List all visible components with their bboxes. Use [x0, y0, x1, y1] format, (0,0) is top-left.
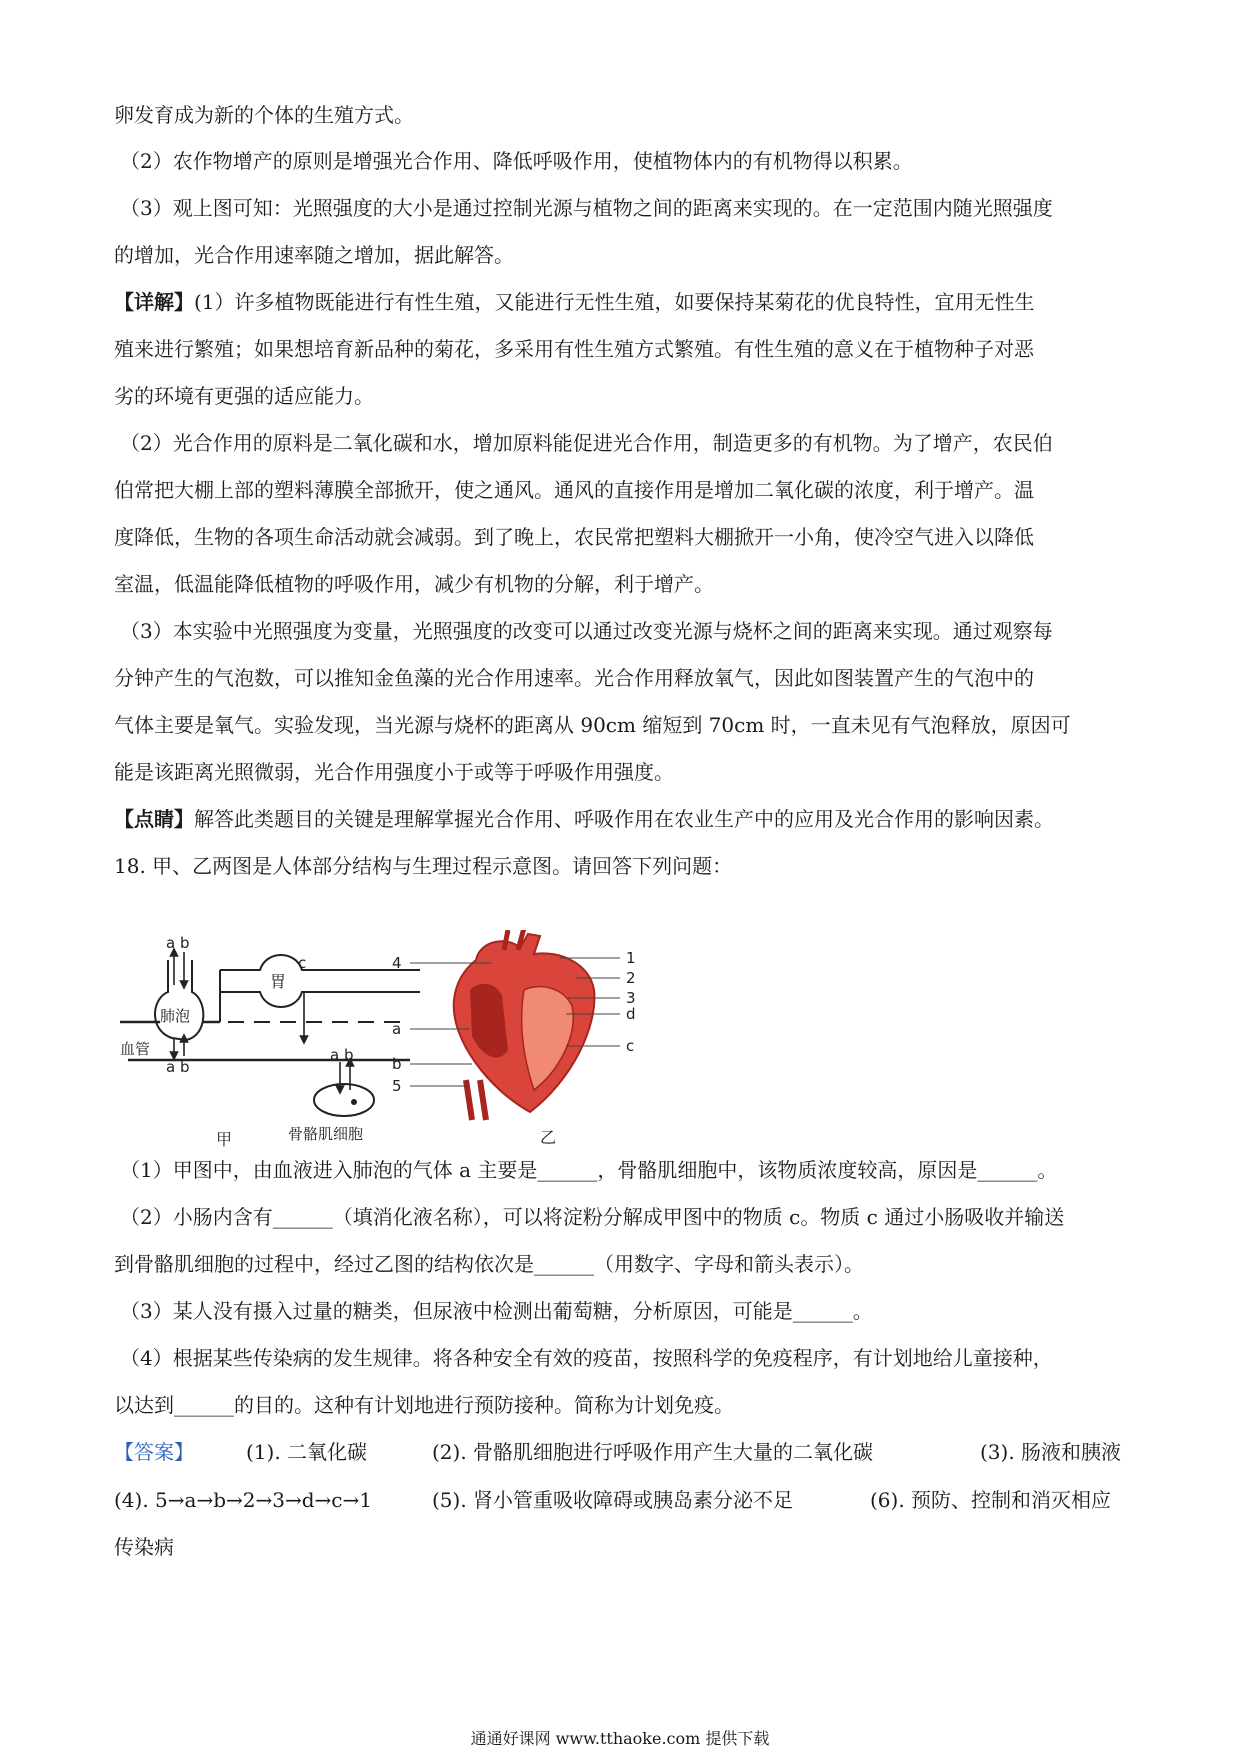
- label-c: c: [298, 954, 307, 972]
- detail-tag: 【详解】: [114, 290, 194, 314]
- answer-1: (1). 二氧化碳: [246, 1440, 368, 1464]
- diagram-yi-heart: [392, 930, 636, 1147]
- label-yi: 乙: [540, 1128, 557, 1147]
- label-ab-top: a b: [166, 934, 190, 952]
- heart-label-b: b: [392, 1055, 402, 1073]
- comment-tag: 【点睛】: [114, 807, 194, 831]
- heart-label-a: a: [392, 1020, 402, 1038]
- text-line: （2）光合作用的原料是二氧化碳和水，增加原料能促进光合作用，制造更多的有机物。为了增产，农民伯: [120, 431, 1053, 455]
- text-line: 度降低，生物的各项生命活动就会减弱。到了晚上，农民常把塑料大棚掀开一小角，使冷空气进入以降低: [114, 525, 1034, 549]
- text-line: 能是该距离光照微弱，光合作用强度小于或等于呼吸作用强度。: [114, 760, 674, 784]
- answer-6: (6). 预防、控制和消灭相应: [870, 1488, 1112, 1512]
- comment-paragraph: [114, 804, 1134, 834]
- text-line: （3）观上图可知：光照强度的大小是通过控制光源与植物之间的距离来实现的。在一定范围内随光照强度: [120, 196, 1053, 220]
- answer-3: (3). 肠液和胰液: [980, 1440, 1122, 1464]
- page-footer: 通通好课网 www.tthaoke.com 提供下载: [470, 1729, 770, 1748]
- label-muscle-cell: 骨骼肌细胞: [288, 1125, 364, 1143]
- heart-label-3: 3: [626, 989, 636, 1007]
- question-2: （2）小肠内含有______（填消化液名称），可以将淀粉分解成甲图中的物质 c。物质 c 通过小肠吸收并输送: [120, 1205, 1065, 1229]
- label-alveolus: 肺泡: [160, 1007, 191, 1025]
- text-line: 卵发育成为新的个体的生殖方式。: [114, 103, 414, 127]
- answer-5: (5). 肾小管重吸收障碍或胰岛素分泌不足: [432, 1488, 794, 1512]
- heart-label-4: 4: [392, 954, 402, 972]
- text-line: 伯常把大棚上部的塑料薄膜全部掀开，使之通风。通风的直接作用是增加二氧化碳的浓度，利于增产。温: [114, 478, 1034, 502]
- answer-2: (2). 骨骼肌细胞进行呼吸作用产生大量的二氧化碳: [432, 1440, 874, 1464]
- text-line: （2）农作物增产的原则是增强光合作用、降低呼吸作用，使植物体内的有机物得以积累。: [120, 149, 913, 173]
- label-jia: 甲: [216, 1130, 233, 1149]
- detail-paragraph-start: [114, 287, 1134, 317]
- label-stomach: 胃: [270, 972, 287, 991]
- text-line: （3）本实验中光照强度为变量，光照强度的改变可以通过改变光源与烧杯之间的距离来实现。通过观察每: [120, 619, 1053, 643]
- text-line: 分钟产生的气泡数，可以推知金鱼藻的光合作用速率。光合作用释放氧气，因此如图装置产生的气泡中的: [114, 666, 1034, 690]
- question-1: （1）甲图中，由血液进入肺泡的气体 a 主要是______，骨骼肌细胞中，该物质浓度较高，原因是______。: [120, 1158, 1058, 1182]
- question-2-cont: 到骨骼肌细胞的过程中，经过乙图的结构依次是______（用数字、字母和箭头表示）。: [114, 1252, 864, 1276]
- figure-jia-yi: [120, 930, 680, 1150]
- heart-label-5: 5: [392, 1077, 402, 1095]
- heart-label-2: 2: [626, 969, 636, 987]
- label-vessel: 血管: [120, 1040, 151, 1058]
- diagram-jia: [120, 934, 420, 1149]
- heart-label-1: 1: [626, 949, 636, 967]
- heart-label-d: d: [626, 1005, 636, 1023]
- text-line: 殖来进行繁殖；如果想培育新品种的菊花，多采用有性生殖方式繁殖。有性生殖的意义在于植物种子对恶: [114, 337, 1034, 361]
- question-4-cont: 以达到______的目的。这种有计划地进行预防接种。简称为计划免疫。: [114, 1393, 734, 1417]
- text-line: (1）许多植物既能进行有性生殖，又能进行无性生殖，如要保持某菊花的优良特性，宜用无性生: [194, 290, 1035, 314]
- answer-tag: 【答案】: [114, 1440, 194, 1464]
- heart-label-c: c: [626, 1037, 635, 1055]
- question-title: 18. 甲、乙两图是人体部分结构与生理过程示意图。请回答下列问题：: [114, 854, 733, 878]
- answer-4: (4). 5→a→b→2→3→d→c→1: [114, 1488, 372, 1512]
- text-line: 室温，低温能降低植物的呼吸作用，减少有机物的分解，利于增产。: [114, 572, 714, 596]
- text-line: 的增加，光合作用速率随之增加，据此解答。: [114, 243, 514, 267]
- question-4: （4）根据某些传染病的发生规律。将各种安全有效的疫苗，按照科学的免疫程序，有计划地给儿童接种，: [120, 1346, 1053, 1370]
- text-line: 劣的环境有更强的适应能力。: [114, 384, 374, 408]
- answer-6-cont: 传染病: [114, 1535, 174, 1559]
- text-line: 气体主要是氧气。实验发现，当光源与烧杯的距离从 90cm 缩短到 70cm 时，一直未见有气泡释放，原因可: [114, 713, 1071, 737]
- label-ab-cell: a b: [330, 1046, 354, 1064]
- question-3: （3）某人没有摄入过量的糖类，但尿液中检测出葡萄糖，分析原因，可能是______。: [120, 1299, 873, 1323]
- text-line: 解答此类题目的关键是理解掌握光合作用、呼吸作用在农业生产中的应用及光合作用的影响因素。: [194, 807, 1054, 831]
- label-ab-bottom: a b: [166, 1058, 190, 1076]
